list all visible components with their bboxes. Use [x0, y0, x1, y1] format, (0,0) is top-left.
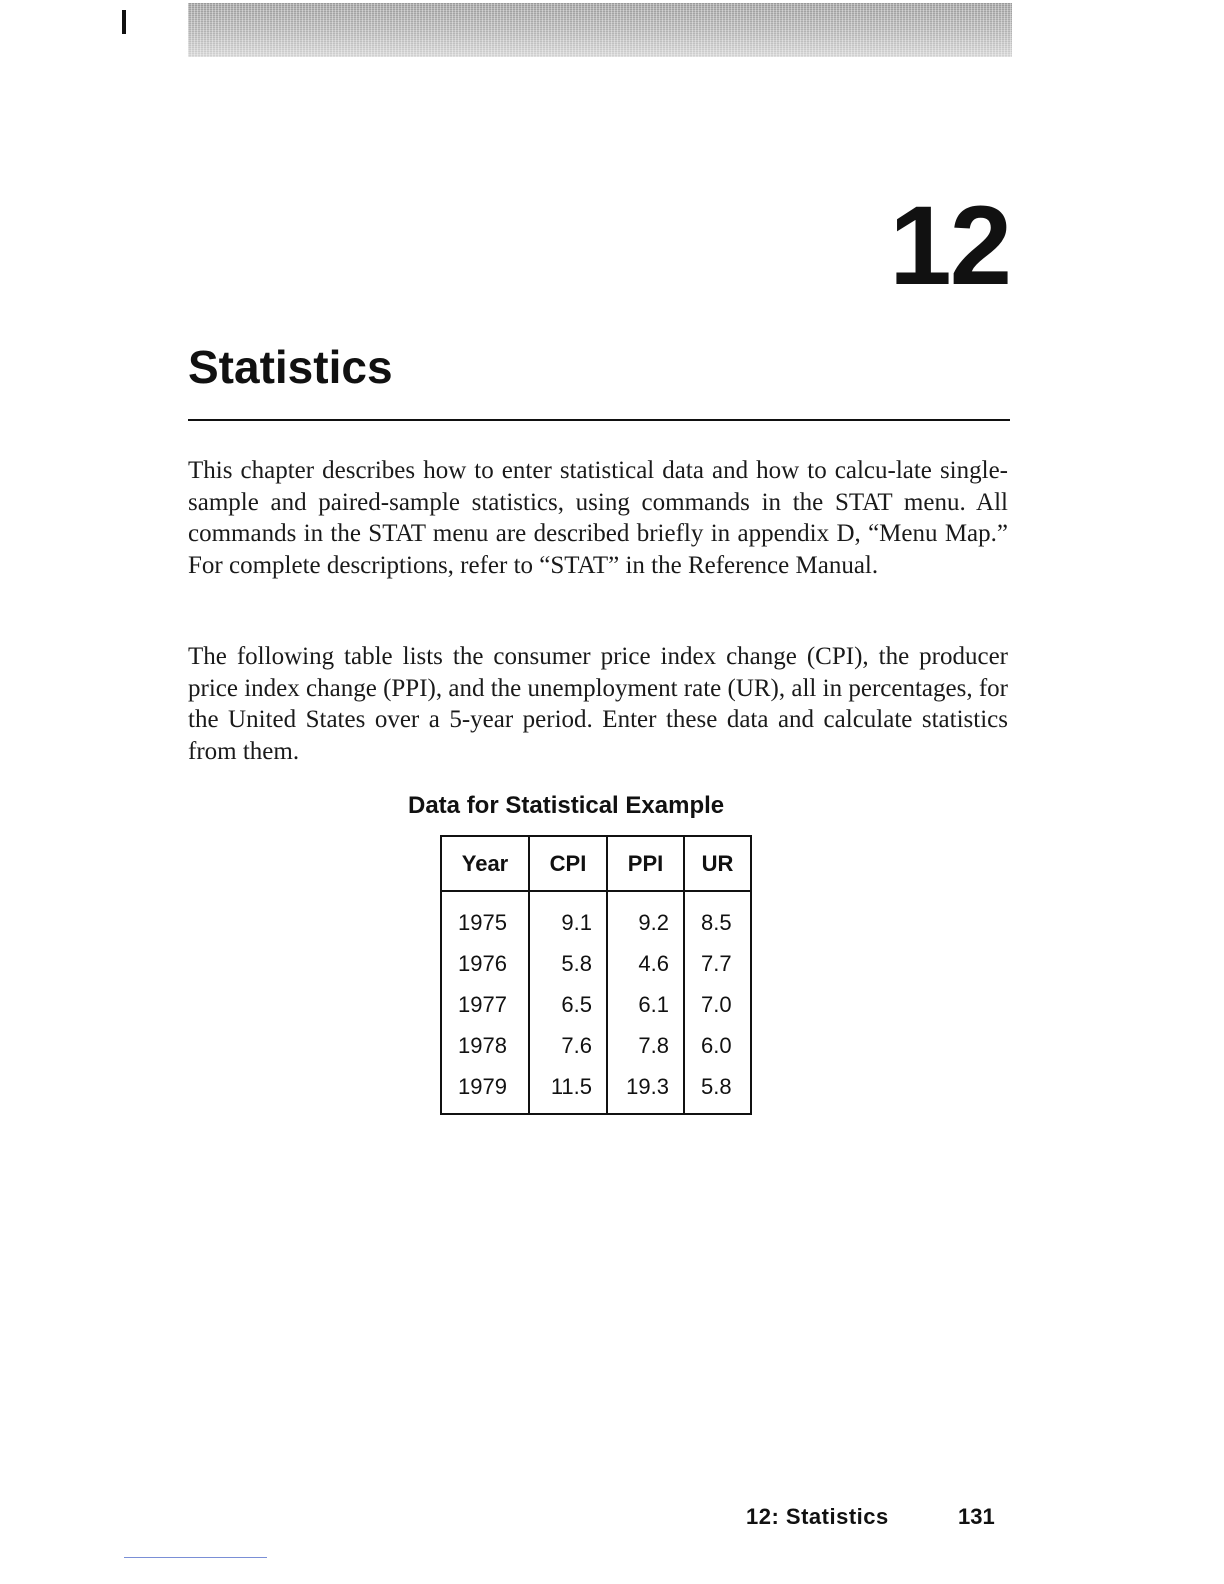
cell-year: 1977: [458, 991, 507, 1017]
header-cpi: CPI: [529, 836, 607, 891]
table-caption: Data for Statistical Example: [408, 792, 725, 819]
table-row: [441, 1025, 751, 1066]
table-row: [441, 984, 751, 1025]
chapter-number: 12: [889, 183, 1010, 308]
running-footer: 12: Statistics: [746, 1504, 889, 1529]
title-divider: [188, 419, 1010, 421]
cell-ur: 5.8: [684, 1066, 751, 1114]
table-header-row: [441, 836, 751, 891]
cell-ur: 7.0: [684, 984, 751, 1025]
table-row: [441, 1066, 751, 1114]
margin-mark: [122, 10, 126, 34]
cell-ppi: 9.2: [607, 891, 684, 943]
chapter-header-band: [188, 3, 1012, 57]
cell-cpi: 5.8: [529, 943, 607, 984]
page-number: 131: [958, 1504, 995, 1529]
cell-cpi: 6.5: [529, 984, 607, 1025]
table-row: [441, 891, 751, 943]
header-year: Year: [441, 836, 529, 891]
statistics-data-table: [440, 835, 752, 1115]
cell-cpi: 7.6: [529, 1025, 607, 1066]
cell-ppi: 6.1: [607, 984, 684, 1025]
table-description-paragraph: The following table lists the consumer price index change (CPI), the producer price index change (PPI), and the unemployment rate (UR), all in percentages, for the United States over a 5-year period. Enter these data and calculate statistics from them.: [188, 643, 1008, 765]
table-row: [441, 943, 751, 984]
footer-rule: [124, 1557, 267, 1558]
cell-ur: 6.0: [684, 1025, 751, 1066]
intro-paragraph: This chapter describes how to enter statistical data and how to calcu-late single-sample and paired-sample statistics, using commands in the STAT menu. All commands in the STAT menu are described briefly in appendix D, “Menu Map.” For complete descriptions, refer to “STAT” in the Reference Manual.: [188, 457, 1008, 579]
cell-year: 1976: [458, 950, 507, 976]
cell-ppi: 7.8: [607, 1025, 684, 1066]
chapter-title: Statistics: [188, 341, 393, 393]
header-ppi: PPI: [607, 836, 684, 891]
cell-year: 1979: [458, 1073, 507, 1099]
cell-year: 1978: [458, 1032, 507, 1058]
cell-ur: 8.5: [684, 891, 751, 943]
cell-ppi: 19.3: [607, 1066, 684, 1114]
header-ur: UR: [684, 836, 751, 891]
cell-ur: 7.7: [684, 943, 751, 984]
cell-ppi: 4.6: [607, 943, 684, 984]
cell-cpi: 11.5: [529, 1066, 607, 1114]
cell-cpi: 9.1: [529, 891, 607, 943]
cell-year: 1975: [458, 909, 507, 935]
